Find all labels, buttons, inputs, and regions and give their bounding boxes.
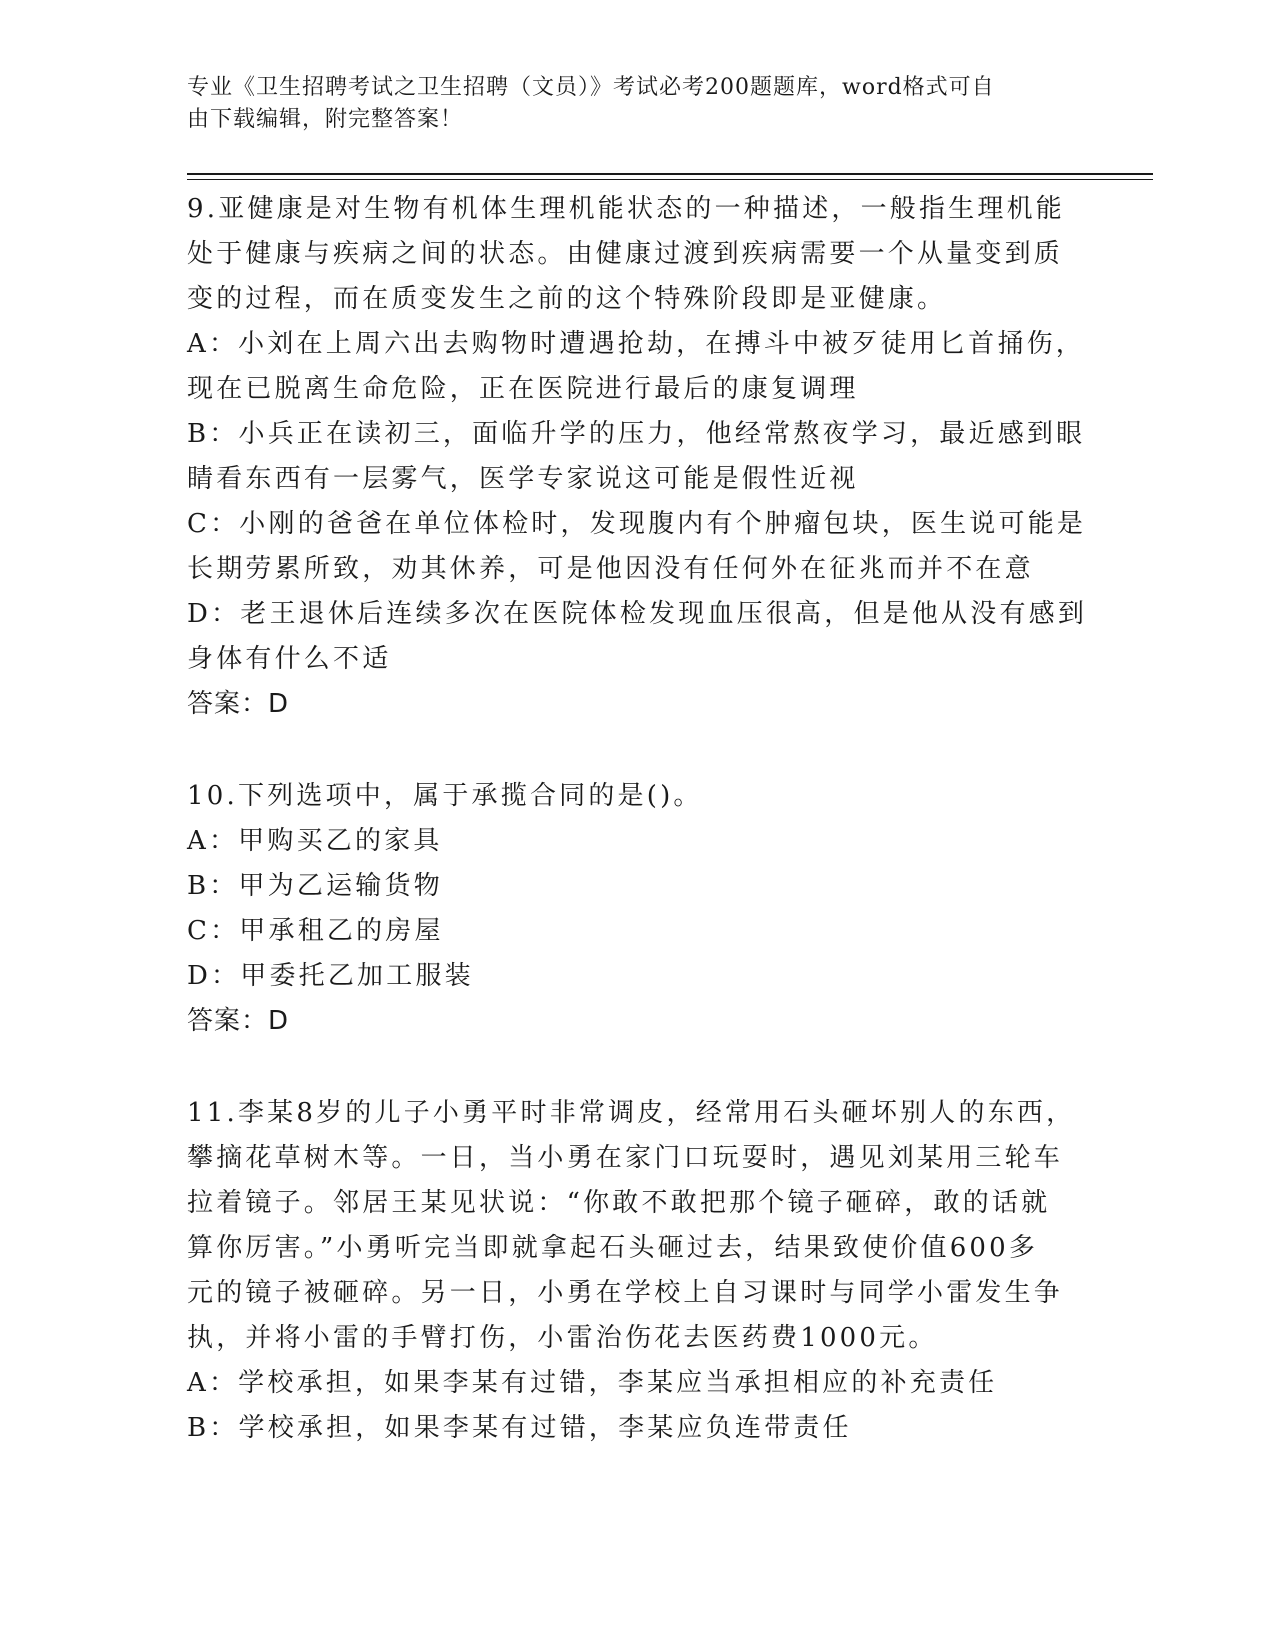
question-block (187, 774, 1067, 1044)
option-d-line: D：老王退休后连续多次在医院体检发现血压很高，但是他从没有感到 (187, 599, 1088, 629)
question-stem-line: 11.李某8岁的儿子小勇平时非常调皮，经常用石头砸坏别人的东西， (187, 1098, 1076, 1128)
question-block (187, 1091, 1076, 1451)
option-d-line: D：甲委托乙加工服装 (187, 961, 474, 991)
question-list (187, 187, 1088, 1451)
option-b-line: B：小兵正在读初三，面临升学的压力，他经常熬夜学习，最近感到眼 (187, 419, 1086, 449)
question-stem-line: 元的镜子被砸碎。另一日，小勇在学校上自习课时与同学小雷发生争 (187, 1278, 1064, 1308)
question-stem-line: 处于健康与疾病之间的状态。由健康过渡到疾病需要一个从量变到质 (187, 239, 1064, 269)
question-stem-line: 拉着镜子。邻居王某见状说：“你敢不敢把那个镜子砸碎，敢的话就 (187, 1188, 1051, 1218)
option-a-line: A：学校承担，如果李某有过错，李某应当承担相应的补充责任 (187, 1368, 998, 1398)
question-stem-line: 10.下列选项中，属于承揽合同的是()。 (187, 781, 703, 811)
header-line: 由下载编辑，附完整答案！ (187, 107, 464, 132)
option-b-line: B：甲为乙运输货物 (187, 871, 443, 901)
option-b-line: 睛看东西有一层雾气，医学专家说这可能是假性近视 (187, 464, 859, 494)
question-stem-line: 9.亚健康是对生物有机体生理机能状态的一种描述，一般指生理机能 (187, 194, 1066, 224)
option-a-line: A：甲购买乙的家具 (187, 826, 443, 856)
header-line: 专业《卫生招聘考试之卫生招聘（文员）》考试必考200题题库，word格式可自 (187, 75, 995, 100)
spacer (187, 727, 1067, 774)
spacer (187, 1044, 1067, 1091)
question-stem-line: 算你厉害。”小勇听完当即就拿起石头砸过去，结果致使价值600多 (187, 1233, 1039, 1263)
option-d-line: 身体有什么不适 (187, 644, 392, 674)
document-header (187, 72, 1067, 136)
option-c-line: C：甲承租乙的房屋 (187, 916, 444, 946)
question-stem-line: 执，并将小雷的手臂打伤，小雷治伤花去医药费1000元。 (187, 1323, 938, 1353)
option-a-line: A：小刘在上周六出去购物时遭遇抢劫，在搏斗中被歹徒用匕首捅伤， (187, 329, 1085, 359)
answer-line: 答案：D (187, 1006, 290, 1036)
option-c-line: 长期劳累所致，劝其休养，可是他因没有任何外在征兆而并不在意 (187, 554, 1034, 584)
question-stem-line: 攀摘花草树木等。一日，当小勇在家门口玩耍时，遇见刘某用三轮车 (187, 1143, 1064, 1173)
option-a-line: 现在已脱离生命危险，正在医院进行最后的康复调理 (187, 374, 859, 404)
question-block (187, 187, 1088, 727)
header-divider-thick (187, 173, 1153, 175)
question-stem-line: 变的过程，而在质变发生之前的这个特殊阶段即是亚健康。 (187, 284, 947, 314)
option-c-line: C：小刚的爸爸在单位体检时，发现腹内有个肿瘤包块，医生说可能是 (187, 509, 1087, 539)
option-b-line: B：学校承担，如果李某有过错，李某应负连带责任 (187, 1413, 852, 1443)
answer-line: 答案：D (187, 689, 290, 719)
header-divider-thin (187, 179, 1153, 180)
